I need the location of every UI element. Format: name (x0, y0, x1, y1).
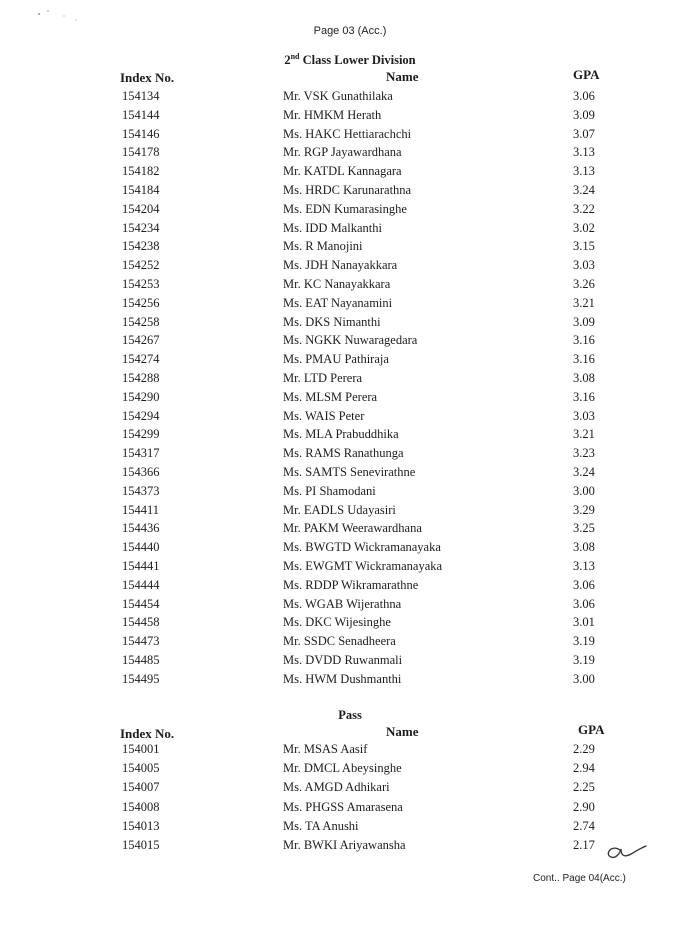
gpa-cell: 3.21 (573, 295, 595, 310)
name-cell: Ms. TA Anushi (283, 818, 359, 833)
index-cell: 154366 (122, 465, 160, 479)
continuation-note: Cont.. Page 04(Acc.) (533, 873, 626, 884)
index-cell: 154015 (122, 838, 160, 852)
name-cell: Ms. JDH Nanayakkara (283, 258, 398, 273)
name-cell: Ms. EAT Nayanamini (283, 295, 393, 310)
name-cell: Mr. PAKM Weerawardhana (283, 521, 422, 536)
table-row (0, 465, 700, 484)
gpa-cell: 3.29 (573, 502, 595, 517)
name-cell: Ms. DVDD Ruwanmali (283, 653, 403, 667)
table-row (0, 672, 700, 691)
index-cell: 154178 (122, 145, 160, 160)
gpa-cell: 3.07 (573, 126, 595, 141)
name-cell: Ms. NGKK Nuwaragedara (283, 333, 418, 348)
table-row (0, 484, 700, 503)
table-row (0, 578, 700, 597)
name-cell: Ms. MLA Prabuddhika (283, 427, 399, 442)
gpa-cell: 3.08 (573, 540, 595, 555)
gpa-cell: 3.03 (573, 258, 595, 273)
table-row (0, 761, 700, 780)
table-row (0, 503, 700, 522)
index-cell: 154234 (122, 220, 160, 235)
index-cell: 154008 (122, 799, 160, 814)
index-cell: 154373 (122, 483, 160, 498)
index-cell: 154182 (122, 164, 160, 179)
index-cell: 154267 (122, 333, 160, 348)
table-row (0, 352, 700, 371)
index-cell: 154001 (122, 742, 160, 756)
table-row (0, 164, 700, 183)
index-cell: 154317 (122, 446, 160, 461)
table-row (0, 202, 700, 221)
gpa-cell: 3.13 (573, 145, 595, 160)
name-cell: Mr. HMKM Herath (283, 107, 382, 122)
column-header-gpa: GPA (573, 67, 600, 82)
gpa-cell: 3.06 (573, 89, 595, 103)
gpa-cell: 2.90 (573, 799, 595, 814)
index-cell: 154258 (122, 314, 160, 329)
table-row (0, 371, 700, 390)
index-cell: 154458 (122, 615, 160, 630)
index-cell: 154184 (122, 183, 160, 197)
section-title-second-class-lower (0, 52, 700, 68)
table-row (0, 819, 700, 838)
name-cell: Ms. EDN Kumarasinghe (283, 201, 407, 216)
name-cell: Ms. HAKC Hettiarachchi (283, 126, 412, 141)
index-cell: 154144 (122, 107, 160, 122)
index-cell: 154495 (122, 671, 160, 686)
table-row (0, 89, 700, 108)
index-cell: 154252 (122, 258, 160, 273)
table-row (0, 409, 700, 428)
gpa-cell: 3.16 (573, 389, 595, 404)
name-cell: Mr. MSAS Aasif (283, 742, 368, 756)
name-cell: Mr. RGP Jayawardhana (283, 145, 402, 160)
name-cell: Ms. R Manojini (283, 239, 363, 254)
name-cell: Ms. PI Shamodani (283, 483, 376, 498)
gpa-cell: 3.09 (573, 314, 595, 329)
name-cell: Ms. MLSM Perera (283, 389, 378, 404)
gpa-cell: 3.24 (573, 183, 595, 197)
table-row (0, 277, 700, 296)
gpa-cell: 2.74 (573, 818, 595, 833)
table-row (0, 427, 700, 446)
table-row (0, 390, 700, 409)
gpa-cell: 3.02 (573, 220, 595, 235)
table-row (0, 597, 700, 616)
table-row (0, 742, 700, 761)
index-cell: 154238 (122, 239, 160, 254)
gpa-cell: 3.09 (573, 107, 595, 122)
column-header-index: Index No. (120, 726, 175, 741)
index-cell: 154299 (122, 427, 160, 442)
gpa-cell: 3.24 (573, 465, 595, 479)
title-rest: Class Lower Division (299, 53, 416, 68)
name-cell: Ms. RAMS Ranathunga (283, 446, 404, 461)
name-cell: Ms. IDD Malkanthi (283, 220, 382, 235)
name-cell: Mr. KC Nanayakkara (283, 277, 391, 291)
table-row (0, 239, 700, 258)
name-cell: Mr. DMCL Abeysinghe (283, 761, 402, 776)
handwritten-initial-signature (600, 836, 650, 866)
table-row (0, 333, 700, 352)
gpa-cell: 2.25 (573, 780, 595, 795)
gpa-cell: 3.13 (573, 164, 595, 179)
section-title-pass: Pass (338, 708, 362, 722)
gpa-cell: 3.19 (573, 634, 595, 649)
gpa-cell: 3.21 (573, 427, 595, 442)
index-cell: 154290 (122, 389, 160, 404)
name-cell: Ms. BWGTD Wickramanayaka (283, 540, 441, 555)
gpa-cell: 2.29 (573, 742, 595, 756)
table-row (0, 615, 700, 634)
gpa-cell: 3.19 (573, 653, 595, 667)
gpa-cell: 3.22 (573, 201, 595, 216)
table-row (0, 521, 700, 540)
name-cell: Ms. DKS Nimanthi (283, 314, 381, 329)
index-cell: 154441 (122, 559, 160, 573)
name-cell: Mr. VSK Gunathilaka (283, 89, 393, 103)
table-row (0, 183, 700, 202)
name-cell: Ms. DKC Wijesinghe (283, 615, 391, 630)
index-cell: 154253 (122, 277, 160, 291)
table-row (0, 127, 700, 146)
column-header-name: Name (386, 69, 419, 84)
index-cell: 154005 (122, 761, 160, 776)
column-header-name: Name (386, 724, 419, 739)
gpa-cell: 2.94 (573, 761, 595, 776)
name-cell: Ms. WAIS Peter (283, 408, 365, 423)
name-cell: Ms. HRDC Karunarathna (283, 183, 412, 197)
index-cell: 154436 (122, 521, 160, 536)
table-row (0, 653, 700, 672)
name-cell: Ms. RDDP Wikramarathne (283, 577, 419, 592)
gpa-cell: 3.16 (573, 352, 595, 367)
table-row (0, 221, 700, 240)
gpa-cell: 3.16 (573, 333, 595, 348)
table-row (0, 108, 700, 127)
scan-specks (36, 6, 86, 26)
table-row (0, 296, 700, 315)
gpa-cell: 3.00 (573, 483, 595, 498)
table-row (0, 315, 700, 334)
index-cell: 154256 (122, 295, 160, 310)
gpa-cell: 3.08 (573, 371, 595, 385)
name-cell: Ms. AMGD Adhikari (283, 780, 390, 795)
gpa-cell: 3.13 (573, 559, 595, 573)
title-ordinal: 2 (284, 53, 291, 68)
column-header-gpa: GPA (578, 722, 605, 737)
table-row (0, 446, 700, 465)
name-cell: Mr. KATDL Kannagara (283, 164, 402, 179)
table-row (0, 540, 700, 559)
gpa-cell: 3.15 (573, 239, 595, 254)
gpa-cell: 3.06 (573, 596, 595, 611)
table-row (0, 780, 700, 799)
index-cell: 154444 (122, 577, 160, 592)
index-cell: 154288 (122, 371, 160, 385)
gpa-cell: 3.01 (573, 615, 595, 630)
table-row (0, 258, 700, 277)
index-cell: 154204 (122, 201, 160, 216)
index-cell: 154411 (122, 502, 160, 517)
gpa-cell: 3.23 (573, 446, 595, 461)
index-cell: 154485 (122, 653, 160, 667)
title-superscript: nd (290, 52, 300, 61)
index-cell: 154294 (122, 408, 160, 423)
gpa-cell: 3.06 (573, 577, 595, 592)
gpa-cell: 3.03 (573, 408, 595, 423)
name-cell: Mr. EADLS Udayasiri (283, 502, 396, 517)
name-cell: Ms. WGAB Wijerathna (283, 596, 402, 611)
name-cell: Ms. EWGMT Wickramanayaka (283, 559, 443, 573)
table-row (0, 838, 700, 857)
gpa-cell: 3.26 (573, 277, 595, 291)
name-cell: Ms. PMAU Pathiraja (283, 352, 389, 367)
name-cell: Ms. SAMTS Senevirathne (283, 465, 416, 479)
table-row (0, 145, 700, 164)
column-header-index: Index No. (120, 70, 175, 85)
page-header: Page 03 (Acc.) (313, 25, 387, 37)
gpa-cell: 2.17 (573, 838, 595, 852)
index-cell: 154007 (122, 780, 160, 795)
gpa-cell: 3.00 (573, 671, 595, 686)
index-cell: 154134 (122, 89, 160, 103)
table-row (0, 800, 700, 819)
index-cell: 154454 (122, 596, 160, 611)
table-row (0, 559, 700, 578)
index-cell: 154473 (122, 634, 160, 649)
name-cell: Mr. SSDC Senadheera (283, 634, 396, 649)
name-cell: Mr. LTD Perera (283, 371, 363, 385)
index-cell: 154274 (122, 352, 160, 367)
name-cell: Ms. PHGSS Amarasena (283, 799, 403, 814)
index-cell: 154146 (122, 126, 160, 141)
name-cell: Mr. BWKI Ariyawansha (283, 838, 406, 852)
name-cell: Ms. HWM Dushmanthi (283, 671, 402, 686)
index-cell: 154013 (122, 818, 160, 833)
gpa-cell: 3.25 (573, 521, 595, 536)
index-cell: 154440 (122, 540, 160, 555)
table-row (0, 634, 700, 653)
